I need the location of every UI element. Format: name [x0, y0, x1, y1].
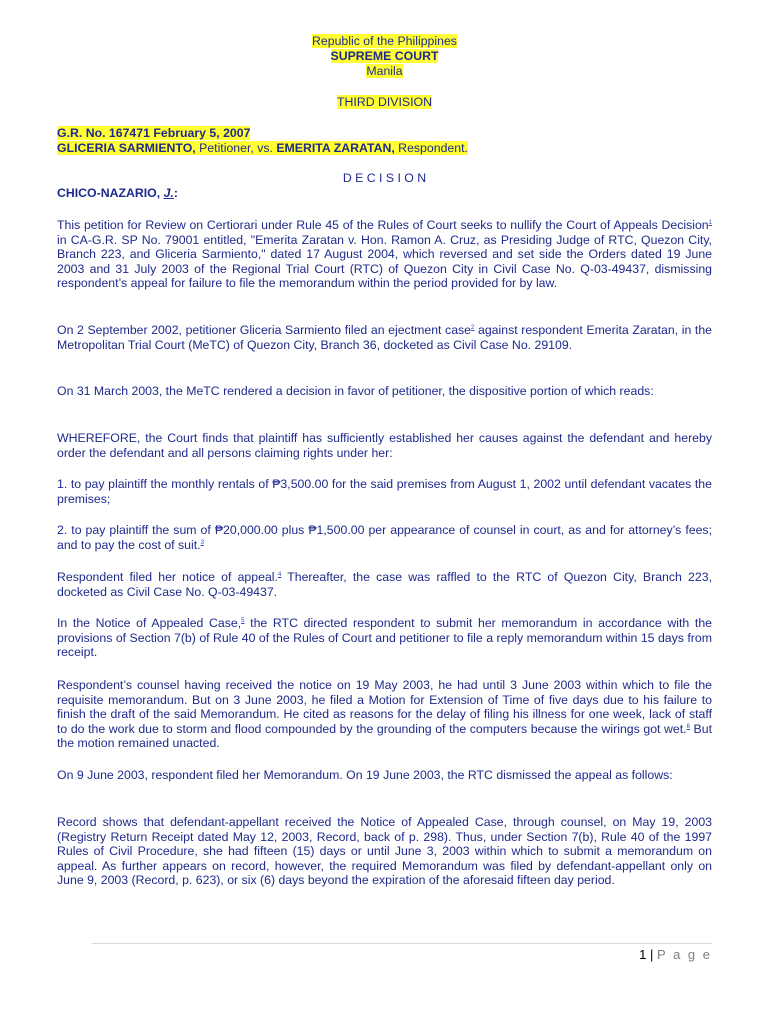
- footnote-5-link[interactable]: 5: [241, 617, 245, 624]
- page-footer: [639, 947, 712, 962]
- paragraph-5: 1. to pay plaintiff the monthly rentals of ₱3,500.00 for the said premises from August 1, 2002 until defendant vacates the premises;: [57, 477, 712, 506]
- footnote-6-link[interactable]: 6: [686, 723, 690, 730]
- footer-divider: [92, 943, 712, 944]
- paragraph-4: WHEREFORE, the Court finds that plaintiff has sufficiently established her causes against the defendant and hereby order the defendant and all persons claiming rights under her:: [57, 431, 712, 460]
- footnote-1-link[interactable]: 1: [708, 219, 712, 226]
- decision-title: D E C I S I O N: [342, 171, 427, 185]
- division-name: THIRD DIVISION: [337, 95, 432, 109]
- footnote-2-link[interactable]: 2: [471, 324, 475, 331]
- ponente: CHICO-NAZARIO, J.:: [57, 186, 178, 200]
- paragraph-2: On 2 September 2002, petitioner Gliceria Sarmiento filed an ejectment case$^2$ against respondent Emerita Zaratan, in the Metropolitan Trial Court (MeTC) of Quezon City, Branch 36, docketed as Civil Case No. 29109.: [57, 323, 712, 352]
- paragraph-11-quote: Record shows that defendant-appellant received the Notice of Appealed Case, through counsel, on May 19, 2003 (Registry Return Receipt dated May 12, 2003, Record, back of p. 298). Thus, under Section 7(b), Rule 40 of the 1997 Rules of Civil Procedure, she had fifteen (15) days or until June 3, 2003 within which to submit a memorandum on appeal. As further appears on record, however, the required Memorandum was filed by defendant-appellant only on June 9, 2003 (Record, p. 623), or six (6) days beyond the expiration of the aforesaid fifteen day period.: [57, 815, 712, 888]
- paragraph-10: On 9 June 2003, respondent filed her Memorandum. On 19 June 2003, the RTC dismissed the appeal as follows:: [57, 768, 673, 782]
- case-title: GLICERIA SARMIENTO, Petitioner, vs. EMERITA ZARATAN, Respondent.: [57, 141, 468, 155]
- page-number: 1: [639, 947, 647, 962]
- paragraph-1: This petition for Review on Certiorari under Rule 45 of the Rules of Court seeks to nullify the Court of Appeals Decision$^1$ in CA-G.R. SP No. 79001 entitled, "Emerita Zaratan v. Hon. Ramon A. Cruz, as Presiding Judge of RTC, Quezon City, Branch 223, and Gliceria Sarmiento," dated 17 August 2004, which reversed and set side the Orders dated 19 June 2003 and 31 July 2003 of the Regional Trial Court (RTC) of Quezon City in Civil Case No. Q-03-49437, dismissing respondent’s appeal for failure to file the memorandum within the period provided for by law.: [57, 218, 712, 291]
- page-label: P a g e: [657, 947, 712, 962]
- respondent-name: EMERITA ZARATAN,: [276, 141, 395, 155]
- paragraph-6: 2. to pay plaintiff the sum of ₱20,000.00 plus ₱1,500.00 per appearance of counsel in court, as and for attorney’s fees; and to pay the cost of suit.$^3$: [57, 523, 712, 552]
- footnote-3-link[interactable]: 3: [200, 539, 204, 546]
- paragraph-8: In the Notice of Appealed Case,$^5$ the RTC directed respondent to submit her memorandum in accordance with the provisions of Section 7(b) of Rule 40 of the Rules of Court and petitioner to file a reply memorandum within 15 days from receipt.: [57, 616, 712, 660]
- paragraph-9: Respondent’s counsel having received the notice on 19 May 2003, he had until 3 June 2003 within which to file the requisite memorandum. But on 3 June 2003, he filed a Motion for Extension of Time of five days due to his failure to finish the draft of the said Memorandum. He cited as reasons for the delay of filing his illness for one week, lack of staff to do the work due to storm and flood compounded by the grounding of the computers because the wirings got wet.$^6$ But the motion remained unacted.: [57, 678, 712, 751]
- footer-separator: |: [650, 947, 654, 962]
- republic-line: Republic of the Philippines: [312, 34, 457, 48]
- footnote-4-link[interactable]: 4: [277, 571, 282, 578]
- court-name: SUPREME COURT: [330, 49, 439, 63]
- paragraph-3: On 31 March 2003, the MeTC rendered a decision in favor of petitioner, the dispositive portion of which reads:: [57, 384, 654, 398]
- court-city: Manila: [366, 64, 403, 78]
- gr-number: G.R. No. 167471 February 5, 2007: [57, 126, 251, 140]
- paragraph-7: Respondent filed her notice of appeal.$^4$ Thereafter, the case was raffled to the RTC of Quezon City, Branch 223, docketed as Civil Case No. Q-03-49437.: [57, 570, 712, 599]
- petitioner-name: GLICERIA SARMIENTO,: [57, 141, 196, 155]
